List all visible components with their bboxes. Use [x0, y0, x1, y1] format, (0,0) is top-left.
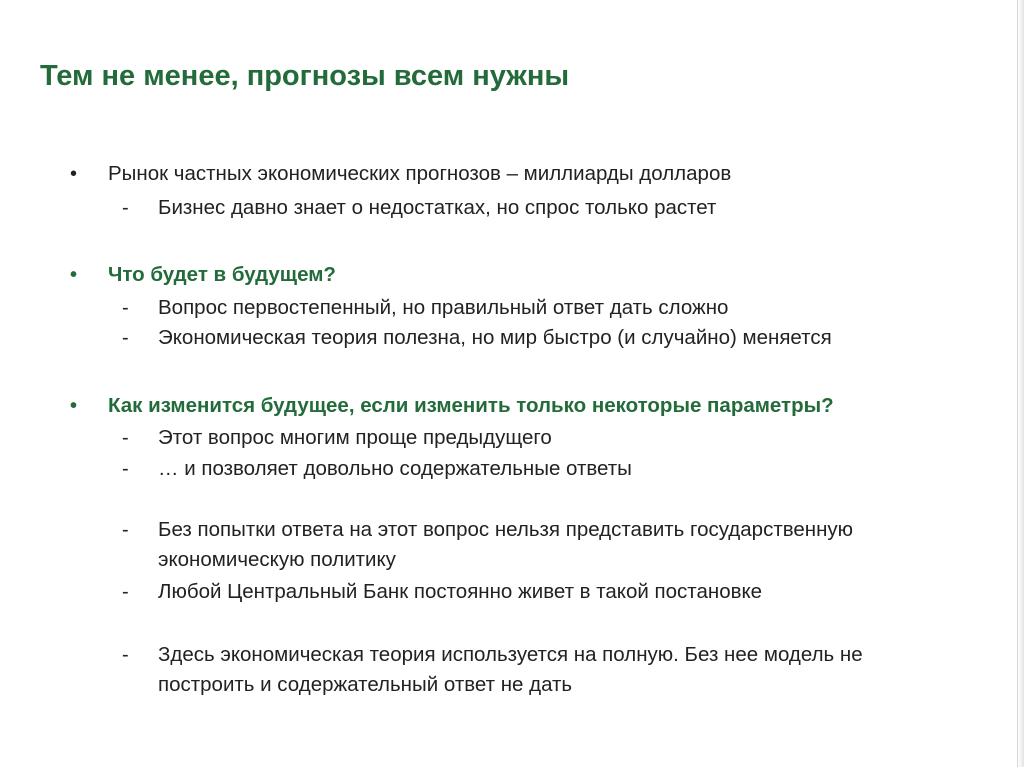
dash-marker: -: [122, 327, 129, 349]
subitem-2-2: Экономическая теория полезна, но мир быстро (и случайно) меняется: [158, 326, 832, 349]
dash-marker: -: [122, 581, 129, 603]
subitem-2-1: Вопрос первостепенный, но правильный ответ дать сложно: [158, 296, 729, 319]
slide-edge: [1017, 0, 1024, 767]
dash-marker: -: [122, 297, 129, 319]
subitem-3-2: … и позволяет довольно содержательные ответы: [158, 457, 632, 480]
subitem-3-3: Без попытки ответа на этот вопрос нельзя представить государственную: [158, 518, 854, 541]
bullet-marker: •: [70, 264, 78, 286]
bullet-item-3: Как изменится будущее, если изменить только некоторые параметры?: [108, 394, 834, 417]
dash-marker: -: [122, 519, 129, 541]
bullet-item-1: Рынок частных экономических прогнозов – миллиарды долларов: [108, 162, 732, 185]
dash-marker: -: [122, 427, 129, 449]
bullet-marker: •: [70, 395, 78, 417]
subitem-3-5: Здесь экономическая теория используется на полную. Без нее модель не: [158, 643, 863, 666]
subitem-1-1: Бизнес давно знает о недостатках, но спрос только растет: [158, 196, 717, 219]
subitem-3-4: Любой Центральный Банк постоянно живет в такой постановке: [158, 580, 763, 603]
dash-marker: -: [122, 197, 129, 219]
bullet-item-2: Что будет в будущем?: [108, 263, 336, 286]
dash-marker: -: [122, 458, 129, 480]
dash-marker: -: [122, 644, 129, 666]
slide-title: Тем не менее, прогнозы всем нужны: [40, 60, 570, 92]
subitem-3-1: Этот вопрос многим проще предыдущего: [158, 426, 552, 449]
subitem-3-3-cont: экономическую политику: [158, 548, 396, 571]
subitem-3-5-cont: построить и содержательный ответ не дать: [158, 673, 573, 696]
bullet-marker: •: [70, 163, 78, 185]
